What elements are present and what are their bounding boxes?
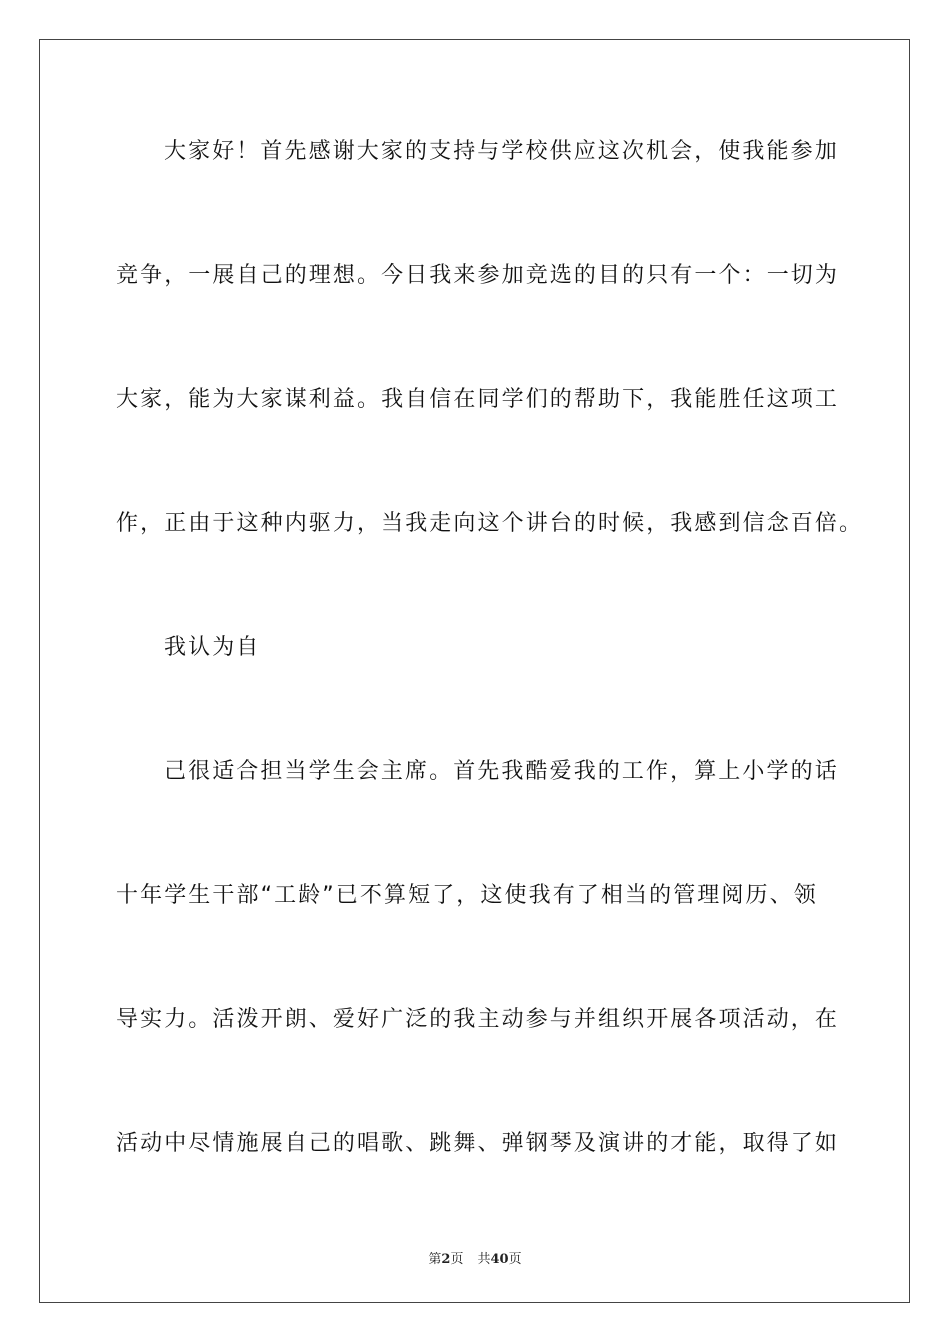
footer-total-prefix: 共 <box>477 1252 491 1267</box>
text-line-7: 十年学生干部“工龄”已不算短了，这使我有了相当的管理阅历、领 <box>116 883 818 908</box>
text-line-8: 导实力。活泼开朗、爱好广泛的我主动参与并组织开展各项活动，在 <box>116 1007 840 1032</box>
text-line-2: 竞争，一展自己的理想。今日我来参加竞选的目的只有一个：一切为 <box>116 263 840 288</box>
footer-page-suffix: 页 <box>450 1252 464 1267</box>
text-line-9: 活动中尽情施展自己的唱歌、跳舞、弹钢琴及演讲的才能，取得了如 <box>116 1131 840 1156</box>
text-line-1: 大家好！首先感谢大家的支持与学校供应这次机会，使我能参加 <box>164 139 839 164</box>
footer-page-number: 2 <box>441 1252 451 1267</box>
text-line-5: 我认为自 <box>164 635 261 660</box>
text-line-4: 作，正由于这种内驱力，当我走向这个讲台的时候，我感到信念百倍。 <box>116 511 864 536</box>
text-line-6: 己很适合担当学生会主席。首先我酷爱我的工作，算上小学的话 <box>164 759 839 784</box>
footer-total-suffix: 页 <box>508 1252 522 1267</box>
footer-page-prefix: 第 <box>428 1252 442 1267</box>
page-footer <box>0 1248 950 1267</box>
footer-total-number: 40 <box>490 1252 509 1267</box>
page-border <box>39 39 910 1303</box>
text-line-3: 大家，能为大家谋利益。我自信在同学们的帮助下，我能胜任这项工 <box>116 387 840 412</box>
